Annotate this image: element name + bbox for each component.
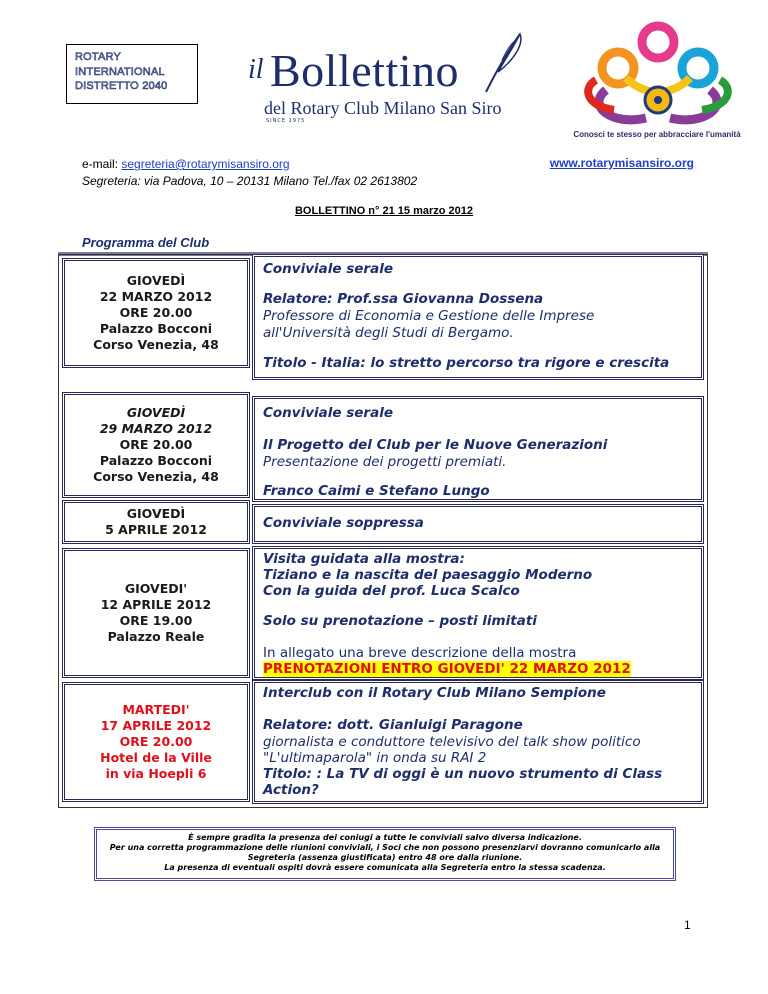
event-date-cell [62, 682, 250, 802]
rotary-district-box [66, 44, 198, 104]
event-date-line: Hotel de la Ville [100, 750, 212, 765]
email-label: e-mail: [82, 157, 122, 171]
event-heading: Conviviale soppressa [263, 515, 424, 531]
event-date-line: 22 MARZO 2012 [99, 289, 213, 304]
event-date-line: 12 APRILE 2012 [100, 597, 212, 612]
event-date-line: in via Hoepli 6 [105, 766, 207, 781]
event-date-line: Palazzo Bocconi [99, 321, 213, 336]
event-line: Con la guida del prof. Luca Scalco [263, 583, 520, 599]
event-deadline [263, 661, 631, 677]
event-project: Il Progetto del Club per le Nuove Generazioni [263, 437, 608, 453]
address-line: Segreteria: via Padova, 10 – 20131 Milano Tel./fax 02 2613802 [82, 174, 418, 188]
event-title: Action? [263, 782, 319, 798]
masthead-subtitle: del Rotary Club Milano San Siro [264, 98, 502, 118]
footer-note [94, 827, 676, 881]
website-link[interactable]: www.rotarymisansiro.org [549, 156, 694, 170]
event-date-line: Corso Venezia, 48 [93, 337, 219, 352]
event-description: "L'ultimaparola" in onda su RAI 2 [263, 750, 487, 766]
event-booking-note: Solo su prenotazione – posti limitati [263, 613, 537, 629]
event-date-line: 17 APRILE 2012 [100, 718, 212, 733]
event-content-cell [252, 546, 704, 680]
event-date-line: Palazzo Bocconi [99, 453, 213, 468]
event-date-cell [62, 258, 250, 368]
footer-line: È sempre gradita la presenza dei coniugi a tutte le conviviali salvo diversa indicazione. [188, 833, 582, 842]
event-date-line: Palazzo Reale [107, 629, 205, 644]
rotary-colorful-logo [566, 18, 748, 130]
event-heading: Interclub con il Rotary Club Milano Sempione [263, 685, 606, 701]
event-speaker: Relatore: dott. Gianluigi Paragone [263, 717, 523, 733]
event-attachment-note: In allegato una breve descrizione della mostra [263, 645, 577, 661]
event-line: Visita guidata alla mostra: [263, 551, 465, 567]
rotary-line-3: DISTRETTO 2040 [75, 80, 168, 92]
event-content-cell [252, 680, 704, 804]
event-date-line: GIOVEDÌ [126, 273, 186, 288]
rotary-line-2: INTERNATIONAL [75, 66, 165, 78]
event-title: Titolo: : La TV di oggi è un nuovo strumento di Class [263, 766, 663, 782]
event-date-cell [62, 392, 250, 498]
logo-caption: Conosci te stesso per abbracciare l'umanità [573, 130, 741, 139]
event-date-line: MARTEDI' [122, 702, 190, 717]
event-date-line: 5 APRILE 2012 [105, 522, 207, 537]
masthead-title: Bollettino [270, 45, 459, 96]
deadline-highlight: PRENOTAZIONI ENTRO GIOVEDI' 22 MARZO 2012 [263, 661, 631, 677]
event-date-cell [62, 500, 250, 544]
event-content-cell [252, 504, 704, 544]
event-date-line: GIOVEDÌ [126, 405, 186, 420]
event-description: Presentazione dei progetti premiati. [263, 454, 507, 470]
event-date-line: ORE 20.00 [119, 305, 193, 320]
event-date-line: ORE 20.00 [119, 437, 193, 452]
email-link[interactable]: segreteria@rotarymisansiro.org [121, 157, 290, 171]
event-date-line: 29 MARZO 2012 [99, 421, 213, 436]
event-description: Professore di Economia e Gestione delle Imprese [263, 308, 595, 324]
masthead-since: SINCE 1975 [266, 118, 306, 124]
event-names: Franco Caimi e Stefano Lungo [263, 483, 490, 499]
event-line: Tiziano e la nascita del paesaggio Moderno [263, 567, 593, 583]
event-description: giornalista e conduttore televisivo del talk show politico [263, 734, 641, 750]
contact-block [82, 156, 417, 190]
footer-line: Segreteria (assenza giustificata) entro 48 ore dalla riunione. [247, 853, 523, 862]
event-speaker: Relatore: Prof.ssa Giovanna Dossena [263, 291, 544, 307]
page-number: 1 [684, 918, 691, 932]
footer-line: La presenza di eventuali ospiti dovrà essere comunicata alla Segreteria entro la stessa scadenza. [164, 863, 606, 872]
event-date-line: ORE 19.00 [119, 613, 193, 628]
event-date-line: GIOVEDI' [124, 581, 188, 596]
rotary-line-1: ROTARY [75, 51, 122, 63]
bulletin-number: BOLLETTINO n° 21 15 marzo 2012 [294, 205, 473, 217]
event-date-line: GIOVEDÌ [126, 506, 186, 521]
event-date-line: ORE 20.00 [119, 734, 193, 749]
event-date-cell [62, 548, 250, 678]
event-title: Titolo - Italia: lo stretto percorso tra rigore e crescita [263, 355, 670, 371]
event-content-cell [252, 254, 704, 380]
event-description: all'Università degli Studi di Bergamo. [263, 325, 514, 341]
masthead-il: il [248, 54, 264, 85]
footer-line: Per una corretta programmazione delle riunioni conviviali, i Soci che non possono presenziarvi dovranno comunicarlo alla [109, 843, 661, 852]
event-content-cell [252, 396, 704, 502]
event-date-line: Corso Venezia, 48 [93, 469, 219, 484]
event-heading: Conviviale serale [263, 405, 393, 421]
quill-pen-icon [480, 30, 528, 96]
event-heading: Conviviale serale [263, 261, 393, 277]
program-title: Programma del Club [82, 235, 210, 250]
